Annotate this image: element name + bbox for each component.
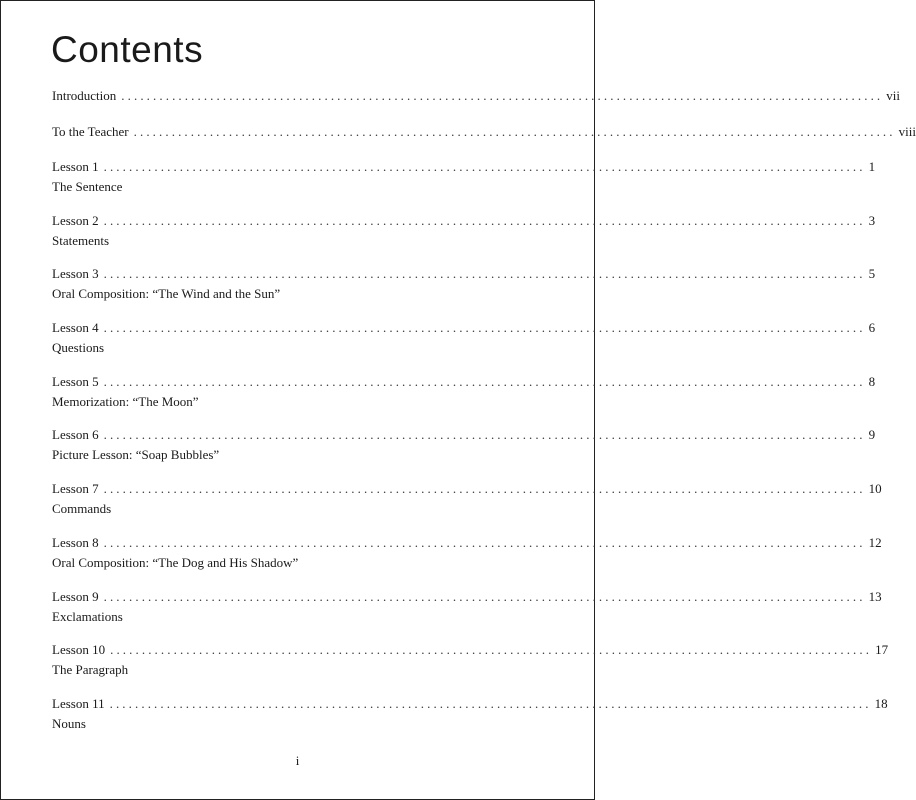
toc-entry <box>52 87 900 104</box>
page-number-footer: i <box>295 753 300 768</box>
toc-line <box>52 588 882 605</box>
toc-entry <box>52 588 882 625</box>
toc-entry-subtitle: Commands <box>52 501 112 516</box>
toc-page-number: 12 <box>868 535 882 550</box>
toc-entry <box>52 158 876 195</box>
toc-page-number: viii <box>898 124 916 139</box>
toc-entry <box>52 426 876 463</box>
toc-entry-label: Lesson 4 <box>52 320 99 335</box>
toc-line <box>52 641 889 658</box>
dot-leader: ........................................................................................................................ <box>109 696 872 711</box>
toc-line <box>52 87 900 104</box>
toc-entry-label: To the Teacher <box>52 124 129 139</box>
toc-page-number: 17 <box>875 642 889 657</box>
dot-leader: ........................................................................................................................ <box>103 374 866 389</box>
dot-leader: ........................................................................................................................ <box>103 589 866 604</box>
dot-leader: ........................................................................................................................ <box>103 427 866 442</box>
toc-page-number: vii <box>886 88 900 103</box>
toc-line <box>52 534 882 551</box>
toc-entry-label: Introduction <box>52 88 117 103</box>
toc-page-number: 13 <box>868 589 882 604</box>
toc-entry-subtitle: The Sentence <box>52 179 123 194</box>
toc-line <box>52 426 876 443</box>
toc-line <box>52 212 876 229</box>
dot-leader: ........................................................................................................................ <box>103 266 866 281</box>
toc-entry <box>52 695 888 732</box>
toc-entry-label: Lesson 9 <box>52 589 99 604</box>
toc-entry <box>52 373 876 410</box>
toc-page-number: 18 <box>874 696 888 711</box>
toc-entry-subtitle: Picture Lesson: “Soap Bubbles” <box>52 447 220 462</box>
dot-leader: ........................................................................................................................ <box>103 481 866 496</box>
dot-leader: ........................................................................................................................ <box>110 642 873 657</box>
toc-line <box>52 158 876 175</box>
toc-entry-subtitle: Statements <box>52 233 110 248</box>
toc-page-number: 3 <box>868 213 876 228</box>
dot-leader: ........................................................................................................................ <box>103 535 866 550</box>
toc-entry-subtitle: Oral Composition: “The Wind and the Sun” <box>52 286 281 301</box>
toc-entry <box>52 123 916 140</box>
toc-entry-label: Lesson 10 <box>52 642 106 657</box>
toc-entry-label: Lesson 1 <box>52 159 99 174</box>
toc-entry-subtitle: Questions <box>52 340 104 355</box>
toc-page-number: 6 <box>868 320 876 335</box>
toc-entry-label: Lesson 3 <box>52 266 99 281</box>
toc-entry <box>52 212 876 249</box>
toc-line <box>52 123 916 140</box>
toc-entry <box>52 480 882 517</box>
toc-entry <box>52 534 882 571</box>
toc-page-number: 5 <box>868 266 876 281</box>
toc-page-number: 9 <box>868 427 876 442</box>
table-of-contents <box>1 1 916 799</box>
toc-entry-label: Lesson 2 <box>52 213 99 228</box>
toc-entry-label: Lesson 11 <box>52 696 105 711</box>
toc-entry <box>52 265 876 302</box>
toc-entry-subtitle: Exclamations <box>52 609 123 624</box>
toc-entry <box>52 319 876 356</box>
dot-leader: ........................................................................................................................ <box>103 320 866 335</box>
toc-line <box>52 319 876 336</box>
toc-entry <box>52 641 889 678</box>
toc-line <box>52 373 876 390</box>
page-title: Contents <box>51 29 204 70</box>
toc-line <box>52 265 876 282</box>
toc-entry-label: Lesson 7 <box>52 481 99 496</box>
dot-leader: ........................................................................................................................ <box>121 88 884 103</box>
toc-line <box>52 480 882 497</box>
toc-page-number: 8 <box>868 374 876 389</box>
toc-entry-subtitle: Oral Composition: “The Dog and His Shadow” <box>52 555 299 570</box>
dot-leader: ........................................................................................................................ <box>103 213 866 228</box>
toc-entry-subtitle: Nouns <box>52 716 86 731</box>
dot-leader: ........................................................................................................................ <box>133 124 896 139</box>
toc-page-number: 10 <box>868 481 882 496</box>
toc-entry-label: Lesson 5 <box>52 374 99 389</box>
dot-leader: ........................................................................................................................ <box>103 159 866 174</box>
toc-entry-subtitle: Memorization: “The Moon” <box>52 394 199 409</box>
toc-line <box>52 695 888 712</box>
toc-entry-subtitle: The Paragraph <box>52 662 129 677</box>
toc-page-number: 1 <box>868 159 876 174</box>
toc-entry-label: Lesson 6 <box>52 427 99 442</box>
toc-entry-label: Lesson 8 <box>52 535 99 550</box>
